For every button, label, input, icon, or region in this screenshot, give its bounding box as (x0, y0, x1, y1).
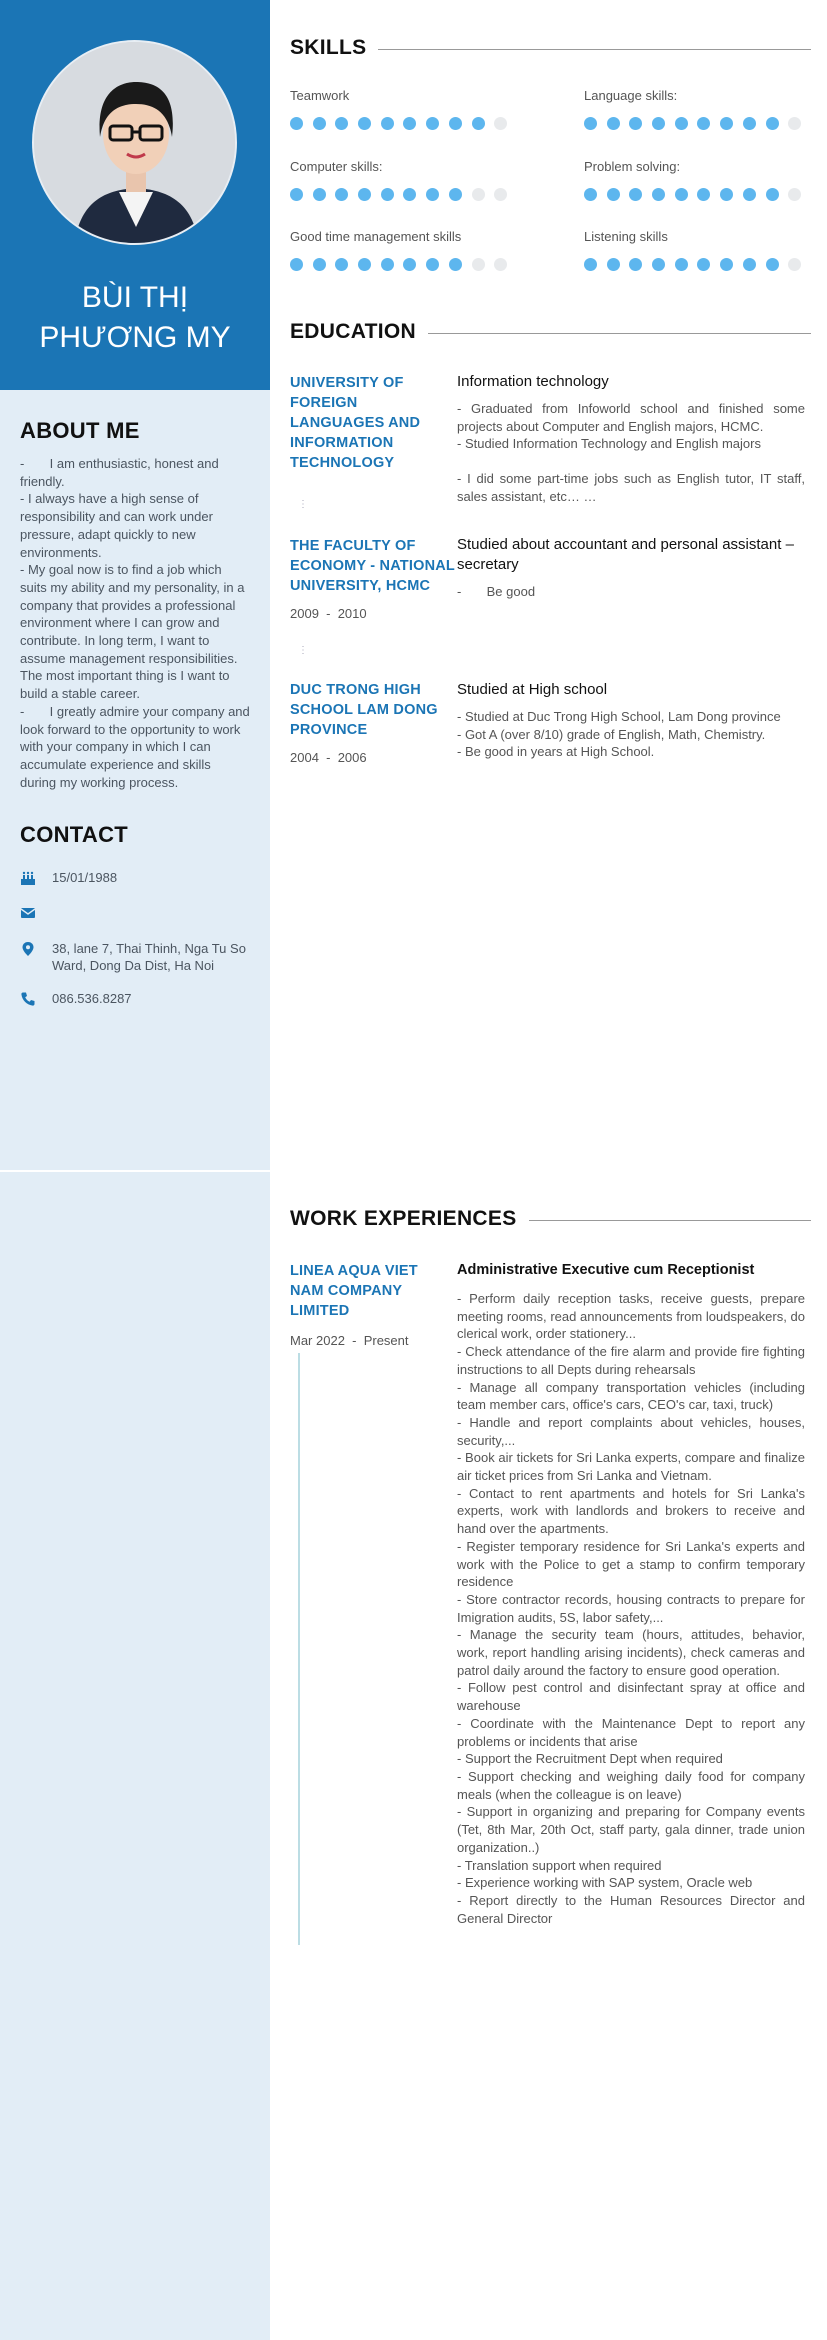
rating-dot-empty (788, 258, 801, 271)
rating-dot-filled (766, 258, 779, 271)
rating-dot-filled (358, 188, 371, 201)
rating-dot-filled (449, 117, 462, 130)
rating-dot-filled (629, 117, 642, 130)
skills-heading (290, 36, 811, 60)
rating-dot-filled (652, 188, 665, 201)
rating-dot-filled (313, 258, 326, 271)
birthday-cake-icon (20, 870, 36, 886)
timeline-dots: ⋮ (298, 645, 308, 656)
date-from: 2004 (290, 750, 319, 765)
heading-rule (529, 1220, 812, 1221)
heading-rule (428, 333, 811, 334)
degree-description (457, 583, 805, 601)
contact-heading: CONTACT (20, 822, 129, 847)
duty-line: - Support in organizing and preparing for Company events (Tet, 8th Mar, 20th Oct, staff party, gala dinner, trade union organization..) (457, 1804, 805, 1855)
about-paragraph: - I greatly admire your company and look forward to the opportunity to work with your company in which I can accumulate experience and skills during my working process. (20, 703, 250, 790)
work-dates: Mar 2022 - Present (290, 1333, 409, 1348)
degree-title: Information technology (457, 373, 609, 390)
rating-dot-filled (381, 188, 394, 201)
rating-dot-filled (290, 117, 303, 130)
description-line: - Be good (457, 584, 536, 599)
rating-dot-filled (720, 117, 733, 130)
skill-rating (584, 258, 824, 271)
rating-dot-filled (743, 117, 756, 130)
education-dates: 2004 - 2006 (290, 750, 367, 765)
education-detail (457, 680, 805, 761)
work-duties (457, 1290, 805, 1927)
contact-birthday (20, 869, 260, 886)
rating-dot-empty (494, 188, 507, 201)
contact-phone[interactable] (20, 990, 260, 1007)
rating-dot-filled (426, 258, 439, 271)
rating-dot-filled (381, 258, 394, 271)
rating-dot-empty (494, 117, 507, 130)
map-marker-icon (20, 941, 36, 957)
rating-dot-filled (675, 258, 688, 271)
skill-label: Computer skills: (290, 159, 383, 174)
rating-dot-filled (335, 188, 348, 201)
skill-item (290, 229, 530, 271)
about-text (20, 455, 250, 791)
rating-dot-filled (290, 258, 303, 271)
rating-dot-filled (313, 188, 326, 201)
date-to: 2010 (337, 606, 367, 621)
duty-line: - Translation support when required (457, 1857, 662, 1873)
skill-item (584, 88, 824, 130)
school-name: DUC TRONG HIGH SCHOOL LAM DONG PROVINCE (290, 682, 438, 738)
person-portrait-icon (34, 42, 237, 245)
skill-label: Listening skills (584, 229, 668, 244)
rating-dot-filled (652, 258, 665, 271)
rating-dot-filled (629, 258, 642, 271)
duty-line: - Support the Recruitment Dept when required (457, 1751, 723, 1767)
skill-item (584, 159, 824, 201)
skill-item (584, 229, 824, 271)
work-item (290, 1261, 455, 1348)
name-line-2: PHƯƠNG MY (39, 321, 231, 354)
rating-dot-filled (629, 188, 642, 201)
duty-line: - Manage the security team (hours, attitudes, behavior, work, report handling arising incidents), check cameras and patrol daily around the factory to ensure good operation. (457, 1627, 805, 1678)
rating-dot-filled (403, 258, 416, 271)
duty-line: - Register temporary residence for Sri Lanka's experts and work with the Police to get a stamp to confirm temporary residence (457, 1538, 805, 1590)
heading-rule (378, 49, 811, 50)
description-line: - Graduated from Infoworld school and finished some projects about Computer and English majors, HCMC. (457, 401, 805, 434)
description-line: - Studied at Duc Trong High School, Lam Dong province (457, 709, 781, 724)
rating-dot-filled (335, 258, 348, 271)
duty-line: - Handle and report complaints about vehicles, houses, security,... (457, 1414, 805, 1448)
rating-dot-filled (720, 188, 733, 201)
duty-line: - Store contractor records, housing contracts to prepare for Imigration audits, 5S, labor safety,... (457, 1591, 805, 1625)
rating-dot-filled (675, 188, 688, 201)
duty-line: - Contact to rent apartments and hotels for Sri Lanka's experts, work with landlords and brokers to receive and hand over the apartments. (457, 1485, 805, 1537)
timeline-line (298, 1353, 300, 1945)
skill-label: Problem solving: (584, 159, 681, 174)
rating-dot-filled (675, 117, 688, 130)
education-item (290, 680, 455, 765)
rating-dot-filled (743, 188, 756, 201)
education-heading (290, 320, 811, 344)
school-name: THE FACULTY OF ECONOMY - NATIONAL UNIVERSITY, HCMC (290, 538, 455, 594)
rating-dot-filled (449, 188, 462, 201)
description-line (457, 453, 805, 471)
rating-dot-filled (766, 188, 779, 201)
email-icon (20, 905, 36, 921)
education-detail (457, 535, 805, 601)
date-to: Present (363, 1333, 409, 1348)
date-from: Mar 2022 (290, 1333, 345, 1348)
work-heading (290, 1207, 811, 1231)
rating-dot-filled (426, 188, 439, 201)
rating-dot-filled (743, 258, 756, 271)
rating-dot-empty (788, 117, 801, 130)
skill-label: Good time management skills (290, 229, 462, 244)
sidebar (0, 1172, 270, 2340)
date-to: 2006 (337, 750, 367, 765)
address-text: 38, lane 7, Thai Thinh, Nga Tu So Ward, Dong Da Dist, Ha Noi (52, 941, 246, 973)
duty-line: - Perform daily reception tasks, receive guests, prepare meeting rooms, read announcements from loudspeakers, do clerical work, order stationery... (457, 1291, 805, 1342)
rating-dot-filled (697, 188, 710, 201)
degree-description (457, 400, 805, 505)
rating-dot-empty (494, 258, 507, 271)
rating-dot-filled (472, 117, 485, 130)
rating-dot-filled (584, 188, 597, 201)
rating-dot-filled (584, 258, 597, 271)
company-name: LINEA AQUA VIET NAM COMPANY LIMITED (290, 1263, 418, 1319)
rating-dot-empty (788, 188, 801, 201)
birthday-text: 15/01/1988 (52, 870, 118, 885)
skill-rating (290, 188, 530, 201)
profile-photo (32, 40, 237, 245)
rating-dot-filled (403, 117, 416, 130)
rating-dot-filled (607, 117, 620, 130)
timeline-dots: ⋮ (298, 499, 308, 510)
rating-dot-filled (449, 258, 462, 271)
school-name: UNIVERSITY OF FOREIGN LANGUAGES AND INFORMATION TECHNOLOGY (290, 375, 421, 471)
rating-dot-filled (584, 117, 597, 130)
profile-header (0, 0, 270, 390)
rating-dot-filled (652, 117, 665, 130)
contact-email[interactable] (20, 904, 260, 921)
duty-line: - Manage all company transportation vehicles (including team member cars, office's cars, CEO's car, taxi, truck) (457, 1379, 805, 1413)
degree-title: Studied at High school (457, 681, 608, 698)
about-paragraph: - My goal now is to find a job which suits my ability and my personality, in a company that provides a professional environment where I can grow and contribute. In long term, I want to assume management responsibilities. The most important thing is I want to build a stable career. (20, 562, 245, 702)
profile-name (0, 278, 270, 358)
rating-dot-filled (766, 117, 779, 130)
rating-dot-filled (358, 258, 371, 271)
education-dates: 2009 - 2010 (290, 606, 367, 621)
rating-dot-filled (335, 117, 348, 130)
description-line: - Got A (over 8/10) grade of English, Math, Chemistry. (457, 726, 766, 742)
description-line: - Studied Information Technology and English majors (457, 436, 761, 451)
rating-dot-filled (697, 117, 710, 130)
rating-dot-filled (358, 117, 371, 130)
duty-line: - Support checking and weighing daily food for company meals (when the colleague is on leave) (457, 1768, 805, 1802)
rating-dot-empty (472, 258, 485, 271)
about-paragraph: - I am enthusiastic, honest and friendly. (20, 456, 219, 489)
education-detail (457, 372, 805, 505)
skill-item (290, 88, 530, 130)
description-line: - I did some part-time jobs such as English tutor, IT staff, sales assistant, etc… … (457, 471, 805, 504)
skill-label: Language skills: (584, 88, 678, 103)
skill-rating (290, 258, 530, 271)
description-line: - Be good in years at High School. (457, 744, 655, 759)
degree-title: Studied about accountant and personal assistant – secretary (457, 536, 794, 573)
skill-rating (584, 117, 824, 130)
education-title: EDUCATION (290, 320, 416, 343)
contact-address (20, 940, 260, 974)
about-heading: ABOUT ME (20, 418, 140, 443)
work-detail (457, 1260, 805, 1280)
about-paragraph: - I always have a high sense of responsibility and can work under pressure, adapt quickly to new environments. (20, 491, 213, 560)
skill-label: Teamwork (290, 88, 350, 103)
rating-dot-filled (290, 188, 303, 201)
duty-line: - Book air tickets for Sri Lanka experts, compare and finalize air ticket prices from Sri Lanka and Vietnam. (457, 1450, 805, 1484)
rating-dot-filled (381, 117, 394, 130)
rating-dot-filled (607, 258, 620, 271)
duty-line: - Check attendance of the fire alarm and provide fire fighting instructions to all Depts during rehearsals (457, 1344, 805, 1377)
position-title: Administrative Executive cum Receptionist (457, 1262, 755, 1278)
rating-dot-filled (403, 188, 416, 201)
rating-dot-filled (426, 117, 439, 130)
rating-dot-filled (313, 117, 326, 130)
duty-line: - Coordinate with the Maintenance Dept to report any problems or incidents that arise (457, 1715, 805, 1749)
rating-dot-filled (720, 258, 733, 271)
duty-line: - Follow pest control and disinfectant spray at office and warehouse (457, 1680, 805, 1714)
education-item (290, 373, 455, 473)
degree-description (457, 708, 805, 761)
duty-line: - Experience working with SAP system, Oracle web (457, 1875, 753, 1891)
skill-rating (290, 117, 530, 130)
skill-item (290, 159, 530, 201)
date-from: 2009 (290, 606, 319, 621)
rating-dot-empty (472, 188, 485, 201)
skill-rating (584, 188, 824, 201)
education-item (290, 536, 455, 621)
work-title: WORK EXPERIENCES (290, 1207, 517, 1230)
rating-dot-filled (607, 188, 620, 201)
duty-line: - Report directly to the Human Resources Director and General Director (457, 1892, 805, 1926)
rating-dot-filled (697, 258, 710, 271)
skills-title: SKILLS (290, 36, 367, 59)
name-line-1: BÙI THỊ (81, 281, 189, 314)
phone-text[interactable]: 086.536.8287 (52, 991, 132, 1006)
phone-icon (20, 991, 36, 1007)
